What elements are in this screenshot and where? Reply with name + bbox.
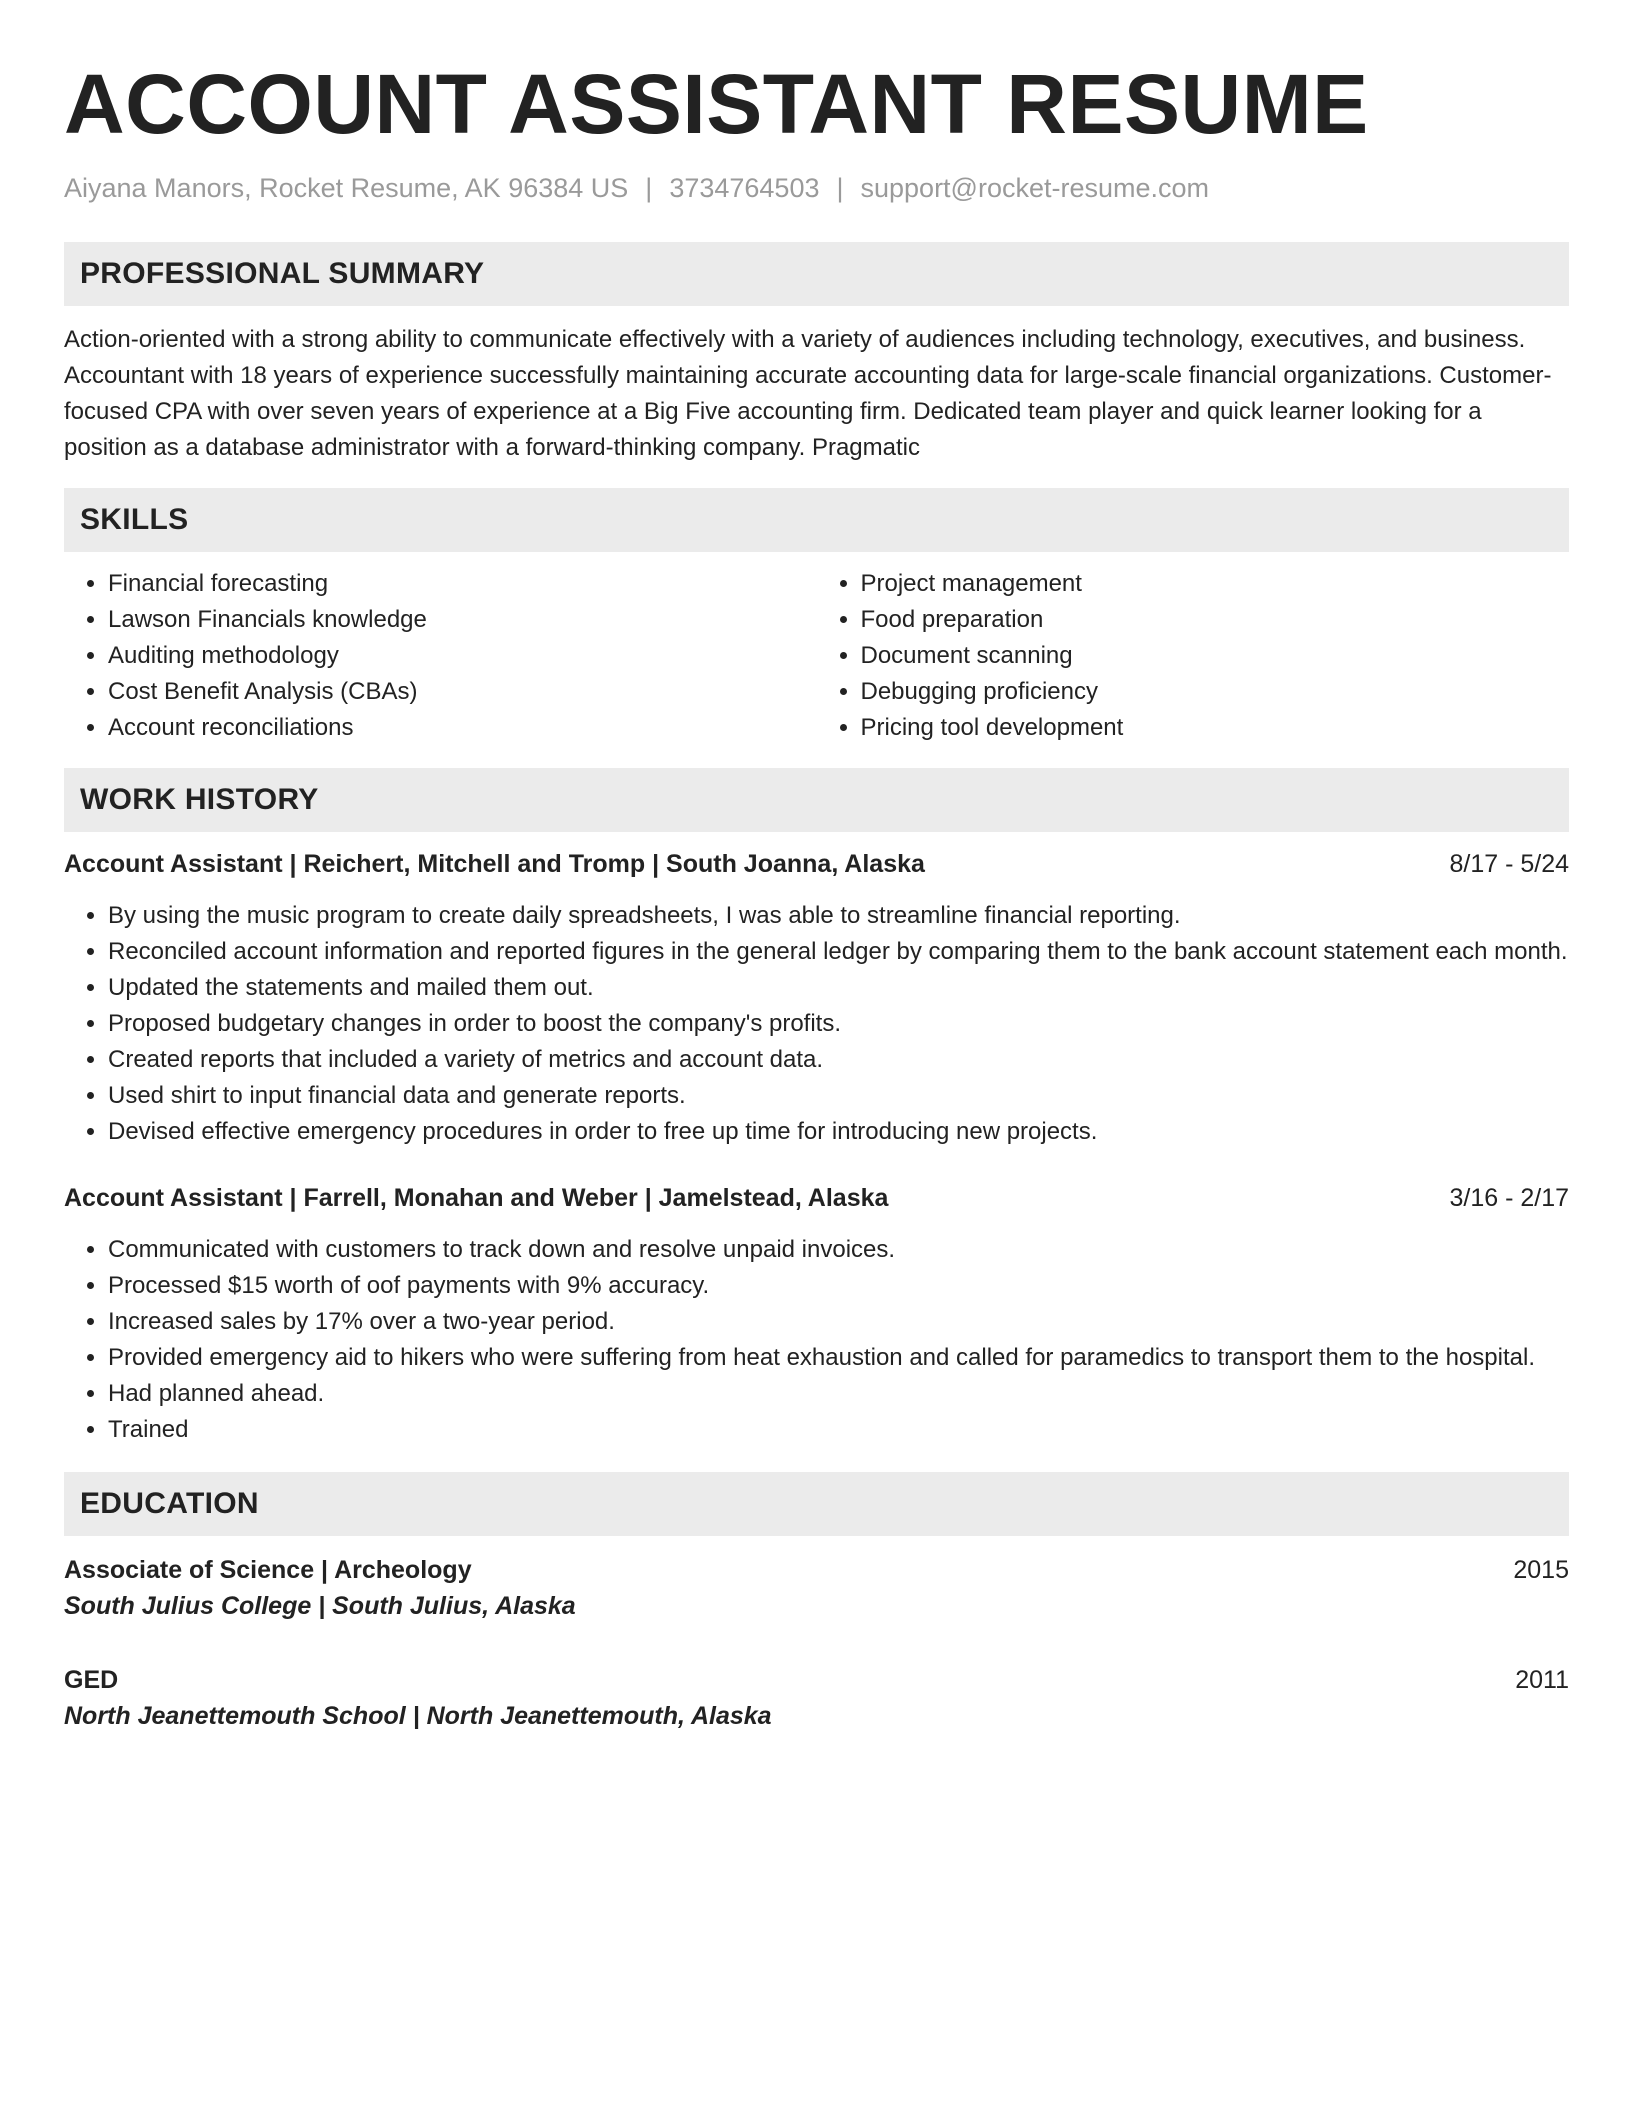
contact-line (64, 170, 1569, 206)
job-bullet: • Had planned ahead. (108, 1376, 1569, 1412)
job-bullet: • Created reports that included a variety of metrics and account data. (108, 1042, 1569, 1078)
education-year: 2011 (1515, 1666, 1569, 1694)
contact-separator: | (836, 173, 844, 203)
job-bullet: • Proposed budgetary changes in order to boost the company's profits. (108, 1006, 1569, 1042)
job-bullet: • By using the music program to create daily spreadsheets, I was able to streamline financial reporting. (108, 898, 1569, 934)
skills-list (64, 566, 1569, 746)
job-bullet: • Devised effective emergency procedures in order to free up time for introducing new projects. (108, 1114, 1569, 1150)
skill-item: • Account reconciliations (108, 710, 817, 746)
job-title: Account Assistant | Reichert, Mitchell and Tromp | South Joanna, Alaska (64, 850, 925, 878)
contact-email: support@rocket-resume.com (860, 173, 1210, 203)
summary-text: Action-oriented with a strong ability to communicate effectively with a variety of audiences including technology, executives, and business. Accountant with 18 years of experience successfully maintaining accurate accounting data for large-scale financial organizations. Customer-focused CPA with over seven years of experience at a Big Five accounting firm. Dedicated team player and quick learner looking for a position as a database administrator with a forward-thinking company. Pragmatic (64, 326, 1552, 461)
education-school: South Julius College | South Julius, Alaska (64, 1592, 576, 1620)
resume-title: ACCOUNT ASSISTANT RESUME (64, 57, 1369, 151)
job-bullet: • Reconciled account information and reported figures in the general ledger by comparing them to the bank account statement each month. (108, 934, 1569, 970)
education-school: North Jeanettemouth School | North Jeanettemouth, Alaska (64, 1702, 772, 1730)
job-bullet: • Updated the statements and mailed them out. (108, 970, 1569, 1006)
job-entry (64, 846, 1569, 1150)
contact-address: Aiyana Manors, Rocket Resume, AK 96384 US (64, 173, 629, 203)
skill-item: • Pricing tool development (861, 710, 1570, 746)
skill-item: • Financial forecasting (108, 566, 817, 602)
job-dates: 3/16 - 2/17 (1449, 1184, 1569, 1212)
contact-phone: 3734764503 (669, 173, 820, 203)
education-year: 2015 (1513, 1556, 1569, 1584)
job-bullet: • Communicated with customers to track down and resolve unpaid invoices. (108, 1232, 1569, 1268)
section-heading-work-history: WORK HISTORY (64, 768, 1569, 832)
section-heading-skills: SKILLS (64, 488, 1569, 552)
job-entry (64, 1180, 1569, 1448)
education-header (64, 1552, 1569, 1588)
skill-item: • Auditing methodology (108, 638, 817, 674)
job-title: Account Assistant | Farrell, Monahan and Weber | Jamelstead, Alaska (64, 1184, 889, 1212)
job-bullet: • Increased sales by 17% over a two-year period. (108, 1304, 1569, 1340)
job-bullets (64, 898, 1569, 1150)
job-header (64, 1180, 1569, 1216)
job-bullet: • Trained (108, 1412, 1569, 1448)
section-heading-summary: PROFESSIONAL SUMMARY (64, 242, 1569, 306)
skills-column-left (64, 566, 817, 746)
skill-item: • Food preparation (861, 602, 1570, 638)
job-dates: 8/17 - 5/24 (1449, 850, 1569, 878)
skill-item: • Lawson Financials knowledge (108, 602, 817, 638)
job-header (64, 846, 1569, 882)
skills-column-right (817, 566, 1570, 746)
job-bullets (64, 1232, 1569, 1448)
education-degree: Associate of Science | Archeology (64, 1556, 472, 1584)
skill-item: • Document scanning (861, 638, 1570, 674)
contact-separator: | (645, 173, 653, 203)
skill-item: • Project management (861, 566, 1570, 602)
job-bullet: • Provided emergency aid to hikers who were suffering from heat exhaustion and called for paramedics to transport them to the hospital. (108, 1340, 1569, 1376)
education-entry (64, 1662, 1569, 1734)
skill-item: • Cost Benefit Analysis (CBAs) (108, 674, 817, 710)
job-bullet: • Used shirt to input financial data and generate reports. (108, 1078, 1569, 1114)
section-heading-education: EDUCATION (64, 1472, 1569, 1536)
education-degree: GED (64, 1666, 119, 1694)
education-header (64, 1662, 1569, 1698)
job-bullet: • Processed $15 worth of oof payments with 9% accuracy. (108, 1268, 1569, 1304)
education-entry (64, 1552, 1569, 1624)
skill-item: • Debugging proficiency (861, 674, 1570, 710)
